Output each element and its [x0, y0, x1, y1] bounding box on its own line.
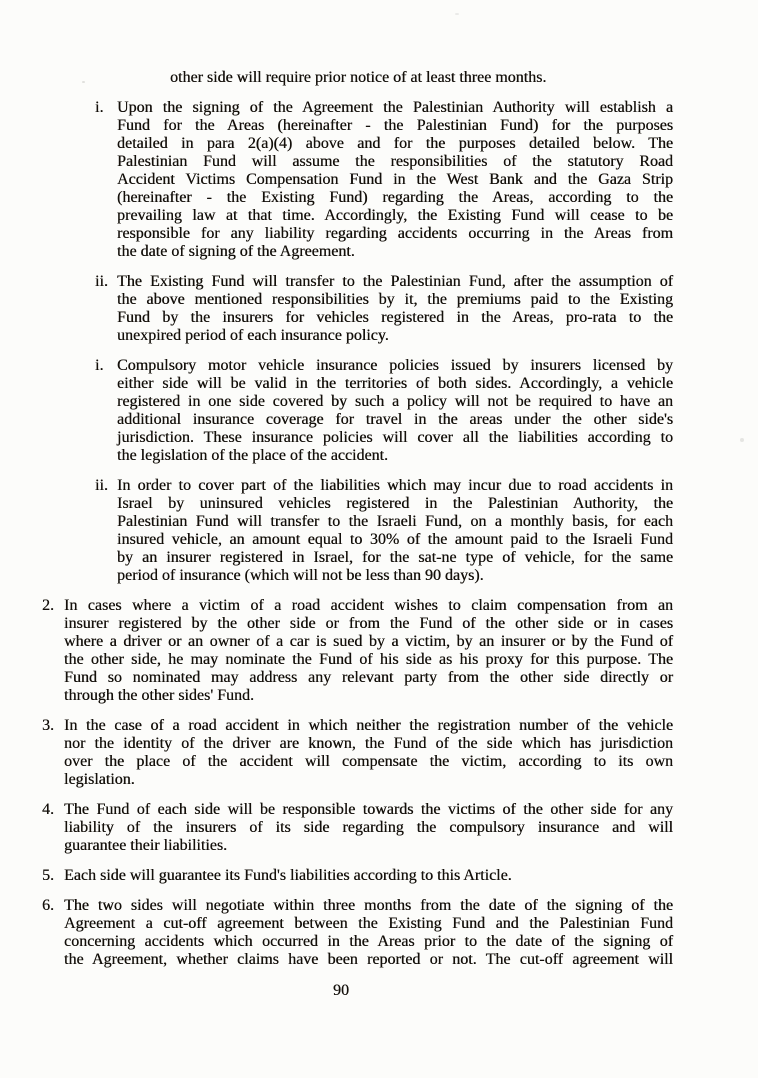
scan-speck	[82, 81, 85, 83]
paragraph-lines	[64, 897, 673, 969]
text-line: the other side, he may nominate the Fund of his side as his proxy for this purpose. The	[64, 651, 673, 668]
paragraph-lines	[64, 867, 673, 885]
text-line: Fund by the insurers for vehicles registered in the Areas, pro-rata to the	[117, 309, 673, 326]
text-line: Fund for the Areas (hereinafter - the Palestinian Fund) for the purposes	[117, 117, 673, 134]
paragraph-lines	[117, 273, 673, 345]
paragraph	[95, 99, 673, 261]
scan-speck	[740, 438, 744, 442]
text-line: insurer registered by the other side or from the Fund of the other side or in cases	[64, 615, 673, 632]
list-marker: i.	[95, 357, 104, 374]
list-marker: ii.	[95, 477, 108, 494]
text-line: Compulsory motor vehicle insurance policies issued by insurers licensed by	[117, 357, 673, 374]
paragraph	[42, 597, 673, 705]
text-line: additional insurance coverage for travel in the areas under the other side's	[117, 411, 673, 428]
paragraph	[95, 477, 673, 585]
paragraph	[95, 273, 673, 345]
list-marker: 6.	[42, 897, 54, 914]
paragraph	[95, 357, 673, 465]
text-line: In cases where a victim of a road accident wishes to claim compensation from an	[64, 597, 673, 614]
paragraph-lines	[117, 99, 673, 261]
text-line: jurisdiction. These insurance policies will cover all the liabilities according to	[117, 429, 673, 446]
text-line: nor the identity of the driver are known, the Fund of the side which has jurisdiction	[64, 735, 673, 752]
text-line: (hereinafter - the Existing Fund) regarding the Areas, according to the	[117, 189, 673, 206]
list-marker: 4.	[42, 801, 54, 818]
text-line: Palestinian Fund will assume the responsibilities of the statutory Road	[117, 153, 673, 170]
text-line: through the other sides' Fund.	[64, 687, 254, 704]
text-line: guarantee their liabilities.	[64, 837, 228, 854]
paragraph	[170, 69, 673, 87]
page-number: 90	[333, 982, 349, 999]
text-line: registered in one side covered by such a policy will not be required to have an	[117, 393, 673, 410]
text-line: Accident Victims Compensation Fund in the West Bank and the Gaza Strip	[117, 171, 673, 188]
list-marker: i.	[95, 99, 104, 116]
text-line: legislation.	[64, 771, 135, 788]
text-line: where a driver or an owner of a car is sued by a victim, by an insurer or by the Fund of	[64, 633, 673, 650]
list-marker: 5.	[42, 867, 54, 884]
paragraph	[42, 867, 673, 885]
text-line: the legislation of the place of the accident.	[117, 447, 388, 464]
text-line: the Agreement, whether claims have been reported or not. The cut-off agreement will	[64, 951, 673, 968]
text-line: responsible for any liability regarding accidents occurring in the Areas from	[117, 225, 673, 242]
text-line: the date of signing of the Agreement.	[117, 243, 355, 260]
text-line: The Existing Fund will transfer to the Palestinian Fund, after the assumption of	[117, 273, 673, 290]
text-line: Each side will guarantee its Fund's liabilities according to this Article.	[64, 867, 512, 884]
text-line: Agreement a cut-off agreement between the Existing Fund and the Palestinian Fund	[64, 915, 673, 932]
scan-speck	[455, 13, 459, 15]
text-line: The Fund of each side will be responsible towards the victims of the other side for any	[64, 801, 673, 818]
paragraph	[42, 897, 673, 969]
text-line: In the case of a road accident in which neither the registration number of the vehicle	[64, 717, 673, 734]
paragraph-lines	[117, 477, 673, 585]
text-line: Palestinian Fund will transfer to the Israeli Fund, on a monthly basis, for each	[117, 513, 673, 530]
text-line: concerning accidents which occurred in the Areas prior to the date of the signing of	[64, 933, 673, 950]
text-line: other side will require prior notice of at least three months.	[170, 69, 547, 86]
text-line: by an insurer registered in Israel, for the sat-ne type of vehicle, for the same	[117, 549, 673, 566]
text-line: Fund so nominated may address any relevant party from the other side directly or	[64, 669, 673, 686]
list-marker: 2.	[42, 597, 54, 614]
text-line: insured vehicle, an amount equal to 30% of the amount paid to the Israeli Fund	[117, 531, 673, 548]
paragraph-lines	[170, 69, 673, 87]
list-marker: 3.	[42, 717, 54, 734]
paragraph-lines	[64, 801, 673, 855]
text-line: detailed in para 2(a)(4) above and for the purposes detailed below. The	[117, 135, 673, 152]
text-line: Upon the signing of the Agreement the Palestinian Authority will establish a	[117, 99, 673, 116]
text-line: prevailing law at that time. Accordingly, the Existing Fund will cease to be	[117, 207, 673, 224]
text-line: either side will be valid in the territories of both sides. Accordingly, a vehicle	[117, 375, 673, 392]
list-marker: ii.	[95, 273, 108, 290]
paragraph	[42, 717, 673, 789]
paragraph-lines	[64, 717, 673, 789]
text-line: over the place of the accident will compensate the victim, according to its own	[64, 753, 673, 770]
paragraph	[42, 801, 673, 855]
paragraph-lines	[117, 357, 673, 465]
text-line: In order to cover part of the liabilities which may incur due to road accidents in	[117, 477, 673, 494]
text-line: period of insurance (which will not be less than 90 days).	[117, 567, 484, 584]
text-line: the above mentioned responsibilities by it, the premiums paid to the Existing	[117, 291, 673, 308]
paragraph-lines	[64, 597, 673, 705]
text-line: unexpired period of each insurance policy.	[117, 327, 389, 344]
text-line: liability of the insurers of its side regarding the compulsory insurance and will	[64, 819, 673, 836]
text-line: Israel by uninsured vehicles registered in the Palestinian Authority, the	[117, 495, 673, 512]
text-line: The two sides will negotiate within three months from the date of the signing of the	[64, 897, 673, 914]
